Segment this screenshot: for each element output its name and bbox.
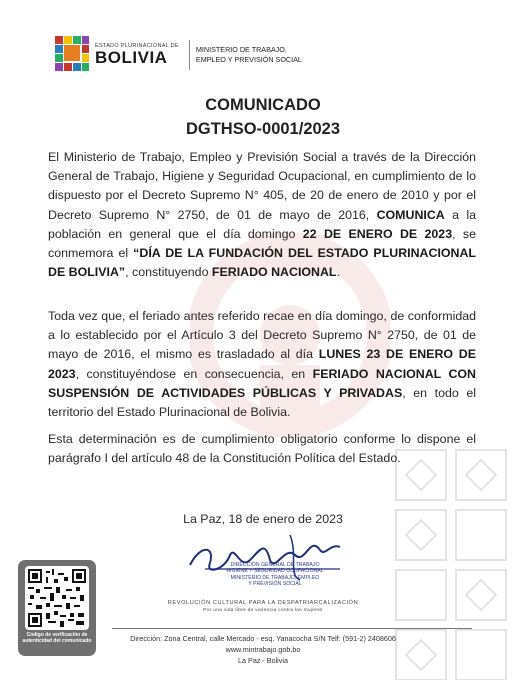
footer-city: La Paz - Bolivia bbox=[238, 656, 288, 665]
body-text: a la población en general que el día domingo bbox=[48, 207, 477, 241]
state-label-small: ESTADO PLURINACIONAL DE bbox=[95, 43, 179, 49]
state-label-big: BOLIVIA bbox=[95, 48, 168, 67]
body-text: , constituyendo bbox=[125, 265, 212, 280]
document-header bbox=[55, 34, 302, 76]
paragraph-3 bbox=[48, 430, 476, 468]
paragraph-2 bbox=[48, 307, 476, 422]
decorative-pattern-icon bbox=[386, 440, 526, 680]
emphasized-text: 22 DE ENERO DE 2023 bbox=[302, 226, 453, 241]
body-text: El Ministerio de Trabajo, Empleo y Previsión Social a través de la Dirección General de Trabajo, Higiene y Seguridad Ocupacional, en cumplimiento de lo dispuesto por el Decreto Supremo N° 405, de 20 de enero de 2010 y por el Decreto Supremo N° 2750, de 01 de mayo de 2016, bbox=[48, 150, 476, 222]
qr-verification-block bbox=[18, 560, 96, 656]
stamp-line-1: DIRECCIÓN GENERAL DE TRABAJO bbox=[230, 562, 320, 568]
body-text: . bbox=[336, 265, 340, 280]
body-text: Toda vez que, el feriado antes referido recae en día domingo, de conformidad a lo establecido por el Artículo 3 del Decreto Supremo N° 2750, de 01 de mayo de 2016, el mismo es trasladado al día bbox=[48, 309, 476, 362]
header-divider bbox=[189, 40, 190, 70]
slogan-line-2: Por una vida libre de violencia contra las mujeres bbox=[203, 608, 323, 613]
ministry-line-2: EMPLEO Y PREVISIÓN SOCIAL bbox=[195, 55, 302, 64]
paragraph-1 bbox=[48, 148, 476, 282]
document-code: DGTHSO-0001/2023 bbox=[185, 120, 341, 138]
body-text: Esta determinación es de cumplimiento obligatorio conforme lo dispone el parágrafo I del artículo 48 de la Constitución Política del Estado. bbox=[48, 432, 476, 466]
emphasized-text: FERIADO NACIONAL CON SUSPENSIÓN DE ACTIVIDADES PÚBLICAS Y PRIVADAS bbox=[48, 366, 477, 400]
stamp-line-3: MINISTERIO DE TRABAJO, EMPLEO bbox=[230, 574, 320, 581]
emphasized-text: FERIADO NACIONAL bbox=[211, 265, 337, 280]
emphasized-text: “DÍA DE LA FUNDACIÓN DEL ESTADO PLURINACIONAL DE BOLIVIA” bbox=[48, 246, 476, 280]
qr-caption: Código de verificación de autenticidad del comunicado bbox=[22, 632, 92, 644]
place-and-date: La Paz, 18 de enero de 2023 bbox=[183, 512, 343, 526]
footer-address: Dirección: Zona Central, calle Mercado - esq. Yanacocha S/N Telf: (591-2) 2408606 bbox=[130, 634, 396, 643]
ministry-name bbox=[196, 45, 302, 65]
body-text: , constituyéndose en consecuencia, en bbox=[75, 366, 313, 381]
ministry-line-1: MINISTERIO DE TRABAJO, bbox=[195, 45, 287, 54]
stamp-line-4: Y PREVISIÓN SOCIAL bbox=[248, 581, 302, 588]
emphasized-text: COMUNICA bbox=[376, 207, 445, 222]
qr-code-frame bbox=[25, 566, 89, 630]
official-stamp bbox=[200, 562, 350, 588]
document-title: COMUNICADO bbox=[205, 96, 321, 114]
emphasized-text: LUNES 23 DE ENERO DE 2023 bbox=[48, 347, 476, 381]
qr-code-icon[interactable] bbox=[28, 569, 86, 627]
footer-divider bbox=[112, 628, 472, 629]
body-text: , en todo el territorio del Estado Plurinacional de Bolivia. bbox=[48, 385, 476, 420]
footer-website[interactable]: www.mintrabajo.gob.bo bbox=[225, 645, 301, 654]
bolivia-emblem-icon bbox=[55, 36, 89, 74]
body-text: , se conmemora el bbox=[48, 226, 476, 261]
slogan-line-1: REVOLUCIÓN CULTURAL PARA LA DESPATRIARCALIZACIÓN bbox=[167, 600, 359, 606]
stamp-line-2: HIGIENE Y SEGURIDAD OCUPACIONAL bbox=[226, 568, 324, 575]
